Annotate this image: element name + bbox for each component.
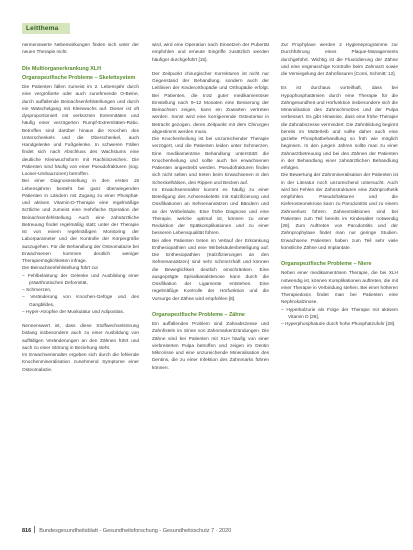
list-item: – Hyperphosphaturie durch hohe Phosphatzufuhr [28].	[281, 322, 396, 328]
subsection-heading: Organspezifische Probleme – Skelettsystem	[22, 74, 136, 81]
column-2	[152, 42, 269, 372]
footer-divider	[34, 526, 35, 533]
bullet-list	[281, 307, 398, 329]
page-number: 816	[22, 528, 32, 534]
paragraph: Ein auffallendes Problem sind Zahnabszesse und Zahnfisteln im Sinne von Zahnmarkentzündungen. Die Zähne sind bei Patienten mit XLH häufig von einer verbreiterten Pulpa betroffen und zeigen im Dentin Mikrorisse und eine unzureichende Mineralisation des Dentins, die zu einer Infektion des Zahnmarks führen können.	[152, 322, 269, 371]
list-item: – Veränderung von Knochen-Gefüge und des Gangbildes,	[22, 295, 140, 308]
paragraph: Es ist durchaus vorteilhaft, dass bei Hypophosphatämien durch eine Therapie für die Zahngesundheit und Hörfunktion insbesondere sich die Mineralisation des Zahnschmelzes und der Pulpa verbessert. Es gibt Hinweise, dass eine frühe Therapie die Zahnabszesse vermindert. Die Zahnbildung beginnt bereits im Mutterleib und sollte daher auch eine gezielte Phosphatbehandlung so früh wie möglich beginnen. In den jungen Jahren sollte man zu einer Zahnarztbetreuung und bei den Zähnen der Patienten in der Behandlung einer zahnärztlichen Behandlung erfolgen.	[281, 86, 398, 171]
paragraph: Neben einer medikamentösen Therapie, die bei XLH notwendig ist, können Komplikationen auftreten, die mit einer Therapie in Verbindung stehen. Bei einer höheren Therapiedosis findet man bei Patienten eine Nephrokalzinose.	[281, 271, 398, 306]
paragraph: Die Knochenheilung ist bei unzureichender Therapie verzögert, und die Patienten leiden unter Schmerzen. Eine medikamentöse Behandlung unterstützt die Knochenheilung und sollte auch bei erwachsenen Patienten angestrebt werden. Pseudofrakturen finden sich nicht selten und treten beim Erwachsenen in den Schenkelhälsen, den Rippen und Becken auf.	[152, 137, 269, 186]
paragraph: Im Erwachsenenalter kommt es häufig zu einer Beteiligung des Achsenskeletts mit Kalzifizierung und Ossifikationen an Sehnenansätzen und Bändern und an der Wirbelsäule. Eine frühe Diagnose und eine Therapie, welche optimal ist, können zu einer Reduktion der Spätkomplikationen und zu einer besseren Lebensqualität führen.	[152, 187, 269, 237]
paragraph: Die Patienten fallen zumeist im 2. Lebensjahr durch eine vergrößerte oder auch zunehmende O-Beine, durch auffallende Beinachsenfehlstellungen und durch ein Watschelgang mit Kleinwuchs auf. Dieser ist oft dysproportioniert mit verkürzten Extremitäten und häufig einer verzögerten Rumpf-Extremitäten-Ratio. Betroffen sind darüber hinaus die Knochen des Unterschenkels und die Oberschenkel, auch Handgelenke und Fußgelenke. In schweren Fällen findet sich nach Abschluss des Wachstums eine deutliche Kleinwuchsform mit Rachitiszeichen. Die Patienten sind häufig von einer Pseudofrakturen (sog. Looser-Umbauzonen) betroffen.	[22, 85, 139, 178]
list-item: – Schmerzen,	[22, 288, 52, 294]
paragraph: Im Erwachsenenalter ergeben sich durch die fehlende Knochenmineralisation zunehmend Symptome einer Osteomalazie.	[22, 353, 139, 373]
paragraph: nennenswerte Nebenwirkungen finden sich unter der neuen Therapie nicht.	[22, 43, 139, 56]
page-footer	[22, 526, 231, 534]
journal-citation: Bundesgesundheitsblatt - Gesundheitsforschung - Gesundheitsschutz 7 · 2020	[39, 528, 232, 534]
list-item: – Hyperkalzurie als Folge der Therapie mit aktivem Vitamin D [28],	[281, 307, 398, 320]
column-1	[22, 42, 139, 374]
list-item: – Fehlbelastung der Gelenke und Ausbildung einer präarthrotischen Deformität,	[22, 273, 139, 286]
paragraph: Bei allen Patienten treten im Verlauf der Erkrankung Enthesiopathien und eine Wirbelsäulenbeteiligung auf. Die Enthesiopathien (Kalzifizierungen an den Sehnenansätzen) sind sehr schmerzhaft und können die Beweglichkeit deutlich einschränken. Eine ausgeprägte Spinalkanalstenose kann durch die Ossifikation der Ligamente entstehen. Eine regelmäßige Kontrolle der Hörfunktion und die Vorsorge der Zähne wird empfohlen [8].	[152, 238, 269, 302]
section-heading: Die Multiorganerkrankung XLH	[22, 65, 102, 72]
paragraph: Bei einer Diagnosestellung in den ersten 18 Lebensjahren besteht bei ganz überwiegenden Patienten in Ländern mit Zugang zu einer Phosphat- und aktiven Vitamin-D-Therapie eine regelmäßige ärztliche und zumeist eine mehrfache Operation der Beinachsenfehlstellung. Auch eine zahnärztliche Betreuung findet regelmäßig statt; unter der Therapie ist von einem regelmäßigen Monitoring der Laborparameter und der Kontrolle der Körpergröße auszugehen. Für die Behandlung der Osteomalazie bei Erwachsenen kommen deutlich weniger Therapiemöglichkeiten infrage.	[22, 179, 139, 265]
subsection-heading: Organspezifische Probleme – Niere	[281, 261, 372, 267]
paragraph: Zur Prophylaxe werden 2 Hygieneprogramme zur Durchführung eines Plaque-Managements durchgeführt. Wichtig ist die Fluoridierung der Zähne und eine engmaschige Kontrolle beim Zahnarzt sowie die Versiegelung der Zahnfissuren [Conti, Schmitt; 12].	[281, 43, 398, 77]
paragraph: Die Bewertung der Zahnmineralisation der Patienten ist in der Literatur noch unzureichend untersucht. Auch wird bei Fehlen der Zahnstrukturen eine Zahnprothetik empfohlen. Pseudofrakturen und die Kieferosteonekrose kann zu Parodontitis und zu einem Zahnverlust führen. Zahnextraktionen sind bei Patienten zum Teil bereits im Kindesalter notwendig [28]. Zum Auftreten von Parodontitis und der Zahnprophylaxe findet man nur geringe Studien. Erwachsene Patienten haben zum Teil sehr viele künstliche Zähne und Implantate.	[281, 173, 398, 251]
subsection-heading: Organspezifische Probleme – Zähne	[152, 311, 245, 318]
paragraph: Nennenswert ist, dass diese Stoffwechselstörung bislang insbesondere auch zu einer Ausbildung von auffälligen Veränderungen an den Zähnen führt und auch zu einer Störung in Beziehung steht.	[22, 324, 139, 351]
bullet-list	[22, 273, 139, 317]
paragraph: wird, wird eine Operation nach Einsetzen der Pubertät empfohlen und erneute Eingriffe zusätzlich werden häufiger durchgeführt [15].	[152, 43, 269, 63]
section-badge: Leitthema	[22, 23, 70, 34]
paragraph: Der Zeitpunkt chirurgischer Korrekturen ist nicht nur Gegenstand der Behandlung, sondern auch der Leitlinien der Kinderorthopädie und Orthopädie erfolgt. Bei Patienten, die trotz guter medikamentöser Einstellung nach 9–12 Monaten eine Besserung der Beinachsen zeigen, kann ein Zuwarten vertreten werden. Sonst wird eine korrigierende Osteotomie in Betracht gezogen, deren Zeitpunkt mit dem Chirurgen abgestimmt werden muss.	[152, 71, 269, 135]
list-item: – Hyper-Atrophie der Muskulatur und Adipositas.	[22, 309, 125, 315]
paragraph: Die Beinachsenfehlstellung führt zur	[22, 266, 99, 272]
column-3	[281, 42, 398, 328]
